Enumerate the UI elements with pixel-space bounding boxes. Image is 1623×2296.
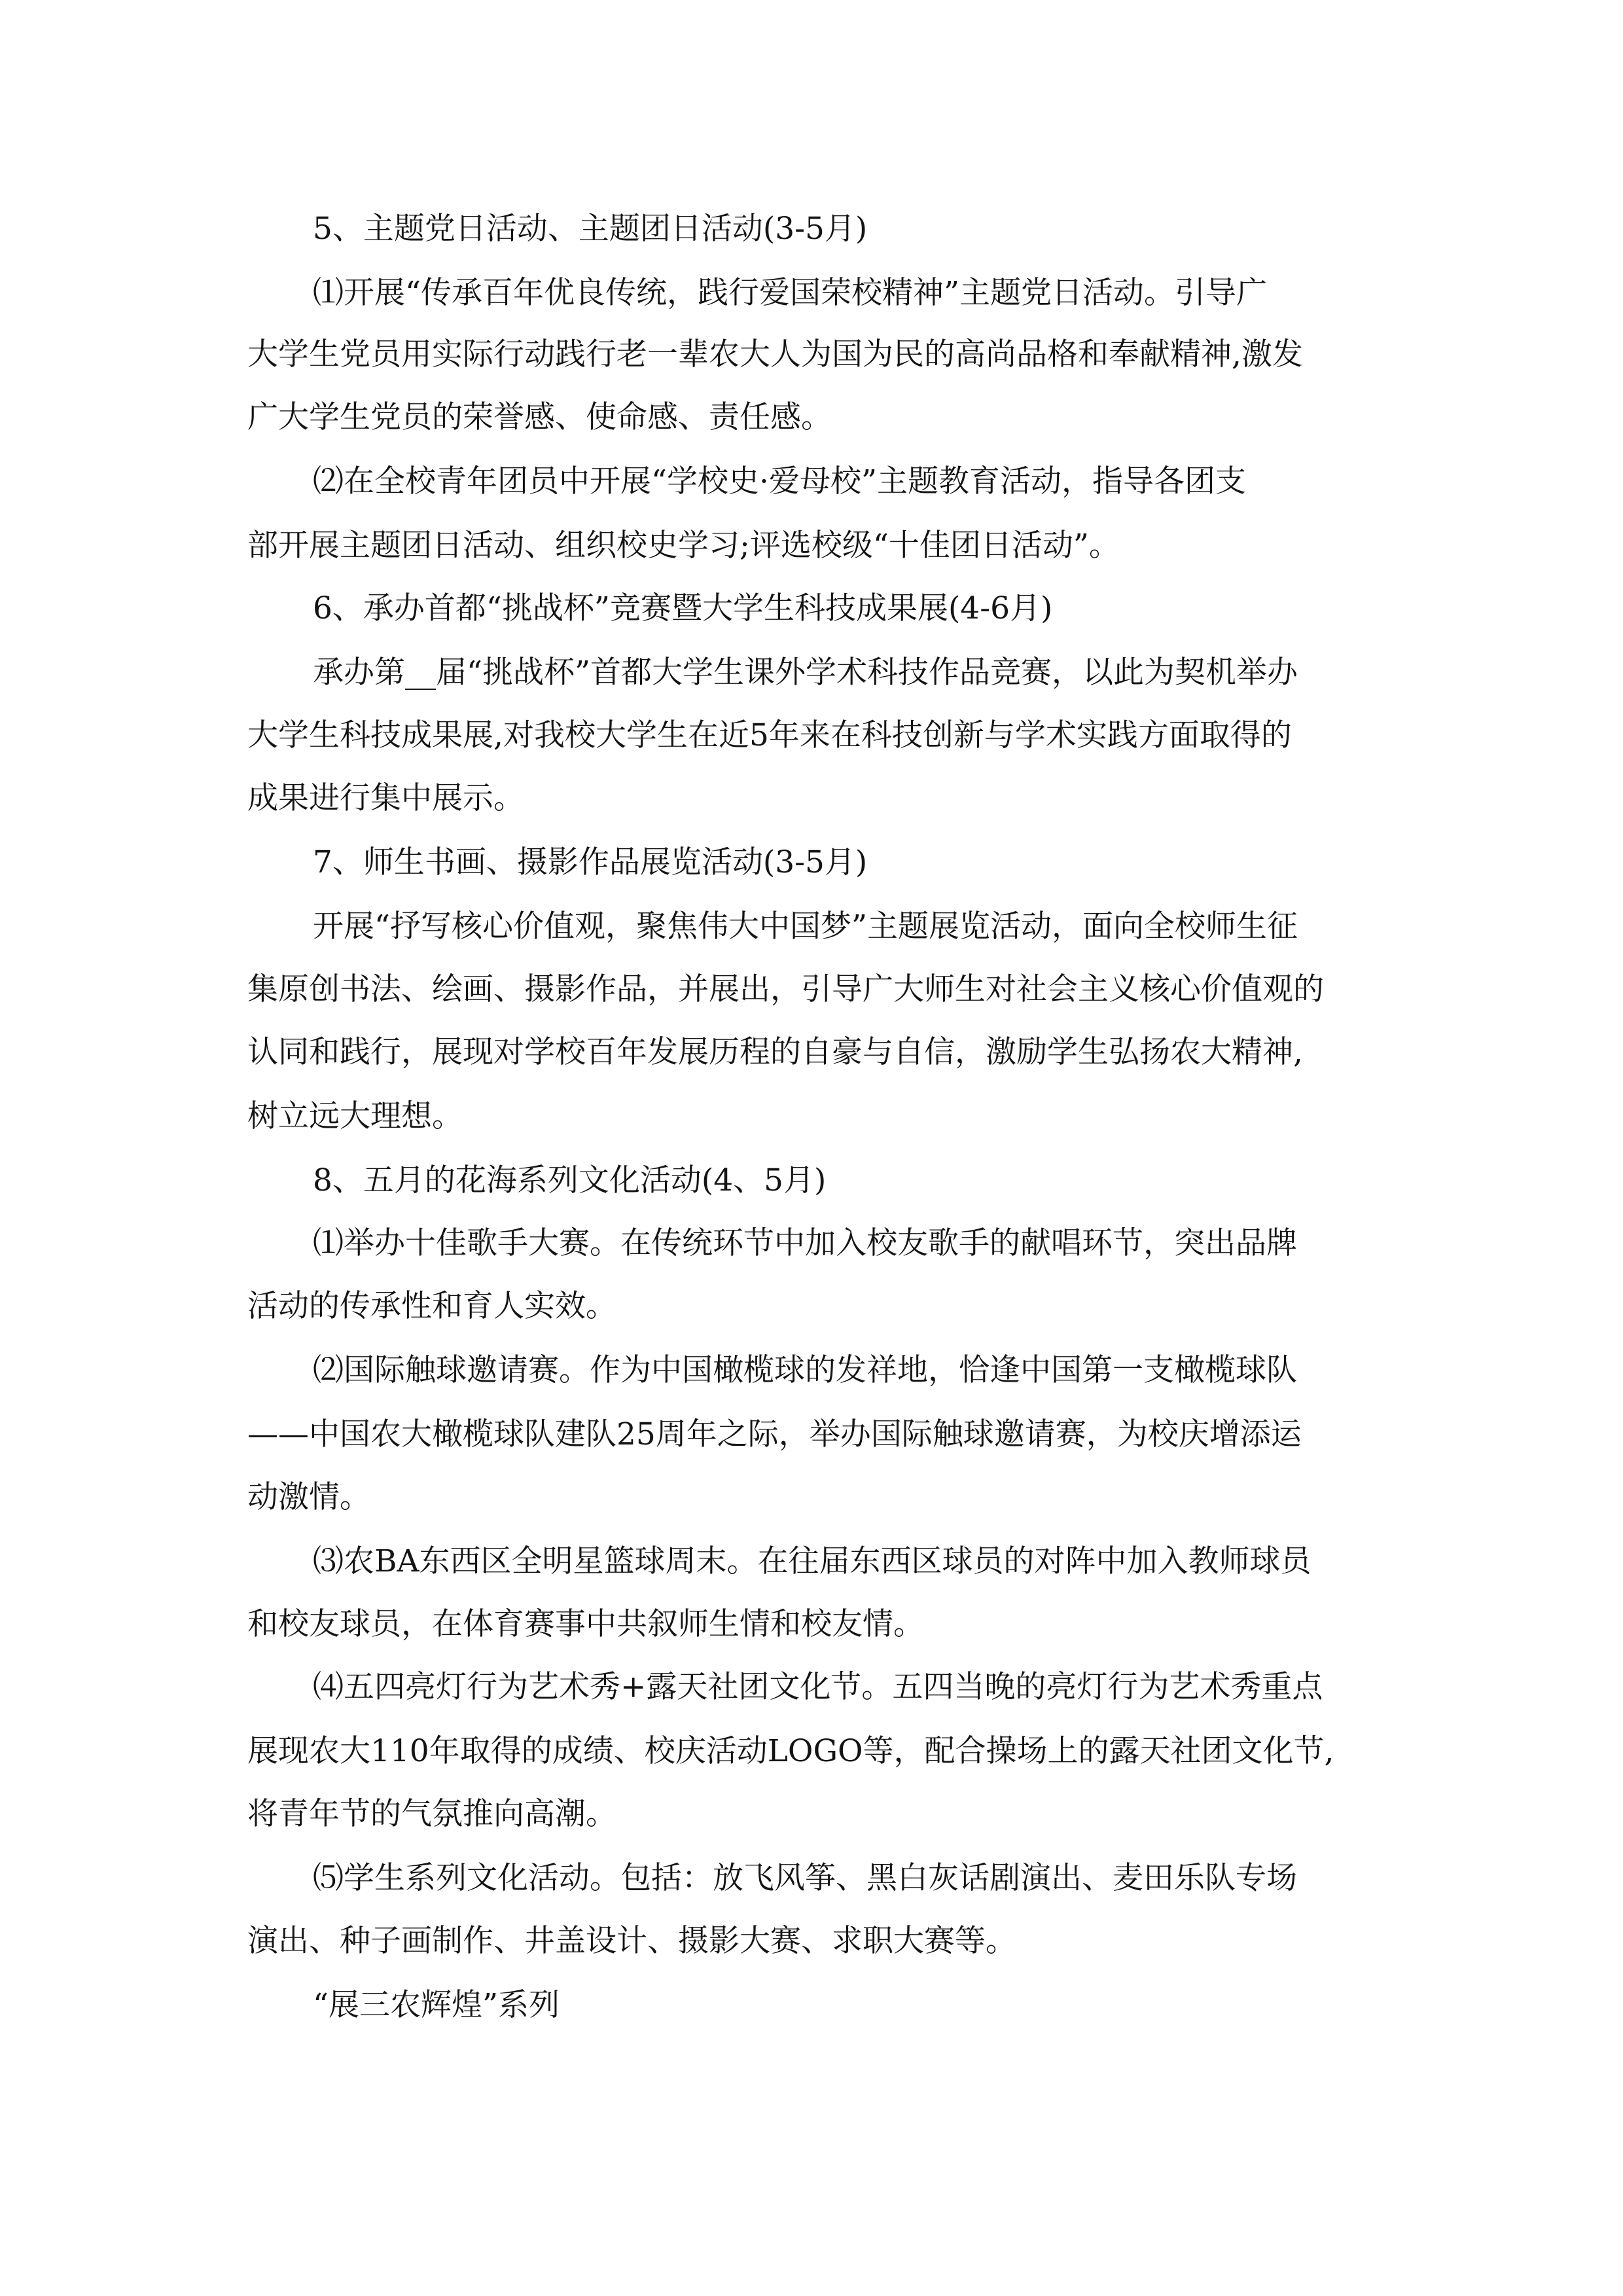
body-line: ⑴开展“传承百年优良传统，践行爱国荣校精神”主题党日活动。引导广 bbox=[313, 275, 1268, 311]
body-line: ⑸学生系列文化活动。包括：放飞风筝、黑白灰话剧演出、麦田乐队专场 bbox=[313, 1860, 1297, 1896]
heading-item-8: 8、五月的花海系列文化活动(4、5月) bbox=[313, 1162, 827, 1198]
body-line: 将青年节的气氛推向高潮。 bbox=[247, 1796, 616, 1832]
body-line: 承办第__届“挑战杯”首都大学生课外学术科技作品竞赛，以此为契机举办 bbox=[313, 655, 1298, 691]
heading-item-6: 6、承办首都“挑战杯”竞赛暨大学生科技成果展(4-6月) bbox=[313, 590, 1053, 626]
body-line: 和校友球员，在体育赛事中共叙师生情和校友情。 bbox=[247, 1606, 924, 1642]
body-line: ⑶农BA东西区全明星篮球周末。在往届东西区球员的对阵中加入教师球员 bbox=[313, 1543, 1311, 1579]
body-line: ⑵在全校青年团员中开展“学校史·爱母校”主题教育活动，指导各团支 bbox=[313, 463, 1246, 499]
body-line: 动激情。 bbox=[247, 1479, 370, 1515]
body-line: 演出、种子画制作、井盖设计、摄影大赛、求职大赛等。 bbox=[247, 1923, 1016, 1959]
body-line: ⑴举办十佳歌手大赛。在传统环节中加入校友歌手的献唱环节，突出品牌 bbox=[313, 1225, 1297, 1261]
body-line: ——中国农大橄榄球队建队25周年之际，举办国际触球邀请赛，为校庆增添运 bbox=[247, 1416, 1302, 1452]
body-line: 集原创书法、绘画、摄影作品，并展出，引导广大师生对社会主义核心价值观的 bbox=[247, 971, 1324, 1007]
body-line: 成果进行集中展示。 bbox=[247, 780, 524, 816]
body-line: 大学生科技成果展,对我校大学生在近5年来在科技创新与学术实践方面取得的 bbox=[247, 717, 1292, 753]
body-line: 活动的传承性和育人实效。 bbox=[247, 1288, 616, 1324]
section-heading: “展三农辉煌”系列 bbox=[313, 1987, 560, 2023]
body-line: ⑵国际触球邀请赛。作为中国橄榄球的发祥地，恰逢中国第一支橄榄球队 bbox=[313, 1352, 1297, 1388]
body-line: 大学生党员用实际行动践行老一辈农大人为国为民的高尚品格和奉献精神,激发 bbox=[247, 336, 1303, 372]
body-line: ⑷五四亮灯行为艺术秀+露天社团文化节。五四当晚的亮灯行为艺术秀重点 bbox=[313, 1669, 1323, 1705]
body-line: 树立远大理想。 bbox=[247, 1098, 463, 1134]
heading-item-5: 5、主题党日活动、主题团日活动(3-5月) bbox=[313, 211, 868, 247]
body-line: 开展“抒写核心价值观，聚焦伟大中国梦”主题展览活动，面向全校师生征 bbox=[313, 908, 1298, 944]
heading-item-7: 7、师生书画、摄影作品展览活动(3-5月) bbox=[313, 844, 868, 880]
body-line: 广大学生党员的荣誉感、使命感、责任感。 bbox=[247, 399, 832, 435]
body-line: 部开展主题团日活动、组织校史学习;评选校级“十佳团日活动”。 bbox=[247, 528, 1120, 564]
body-line: 展现农大110年取得的成绩、校庆活动LOGO等，配合操场上的露天社团文化节, bbox=[247, 1733, 1334, 1769]
body-line: 认同和践行，展现对学校百年发展历程的自豪与自信，激励学生弘扬农大精神, bbox=[247, 1034, 1303, 1070]
